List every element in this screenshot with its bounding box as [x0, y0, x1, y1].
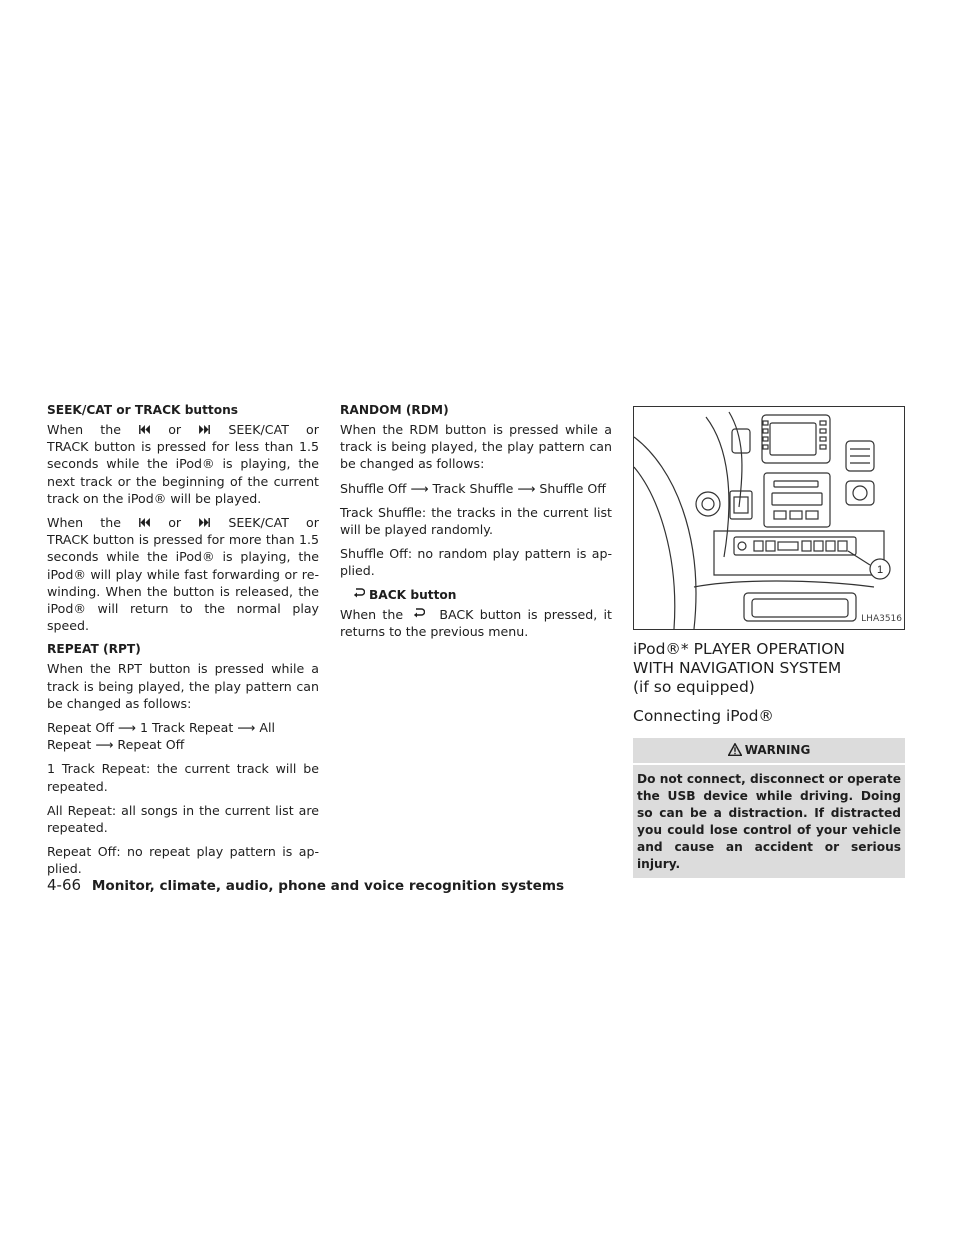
- back-arrow-icon: [353, 588, 365, 598]
- word: SEEK/CAT: [228, 422, 289, 437]
- section-title-line-1: iPod®* PLAYER OPERATION: [633, 640, 846, 658]
- warning-header: [633, 738, 905, 765]
- repeat-all: All Repeat: all songs in the current list are repeated.: [47, 802, 319, 836]
- warning-text: Do not connect, disconnect or operate the USB device while driving. Doing so can be a distraction. If distracted you could lose control of your vehicle and cause an accident or serious injury.: [637, 772, 901, 872]
- section-title-line-2: WITH NAVIGATION SYSTEM: [633, 659, 842, 677]
- word: or: [306, 515, 319, 531]
- connecting-ipod-title: Connecting iPod®: [633, 707, 774, 725]
- seek-forward-icon: [199, 518, 210, 527]
- word: When: [47, 422, 84, 437]
- random-off: Shuffle Off: no random play pattern is ap-plied.: [340, 546, 612, 579]
- random-heading: RANDOM (RDM): [340, 403, 449, 417]
- seek-paragraph-1: TRACK button is pressed for less than 1.5 seconds while the iPod® is playing, the next track or the beginning of the current track on the iPod® will be played.: [47, 439, 319, 506]
- back-rest: BACK button is pressed, it returns to the previous menu.: [340, 606, 612, 639]
- word: the: [100, 515, 121, 531]
- back-paragraph: [340, 606, 612, 640]
- chapter-title: Monitor, climate, audio, phone and voice recognition systems: [91, 878, 565, 894]
- random-track: Track Shuffle: the tracks in the current list will be played randomly.: [340, 504, 612, 538]
- column-left: [47, 402, 319, 885]
- column-middle: [340, 402, 612, 647]
- dashboard-illustration: [634, 407, 904, 629]
- seek-forward-icon: [199, 425, 210, 434]
- page-footer: [47, 876, 564, 894]
- seek-back-icon: [139, 425, 150, 434]
- section-title: [633, 640, 905, 697]
- warning-icon: [728, 743, 742, 756]
- warning-box: [633, 738, 905, 878]
- seek-back-icon: [139, 518, 150, 527]
- back-arrow-icon: [413, 608, 425, 618]
- word: the: [100, 422, 121, 437]
- word: or: [168, 515, 182, 531]
- column-right: [633, 402, 905, 878]
- word: When: [47, 515, 84, 531]
- repeat-one: 1 Track Repeat: the current track will be repeated.: [47, 761, 319, 794]
- back-heading: [340, 587, 612, 604]
- word: or: [168, 422, 182, 437]
- dashboard-figure: [633, 406, 905, 630]
- random-sequence: Shuffle Off ⟶ Track Shuffle ⟶ Shuffle Off: [340, 480, 606, 496]
- seek-track-heading: SEEK/CAT or TRACK buttons: [47, 403, 239, 417]
- repeat-sequence: Repeat Off ⟶ 1 Track Repeat ⟶ All Repeat ⟶ Repeat Off: [47, 720, 275, 753]
- warning-label: WARNING: [744, 743, 811, 757]
- back-heading-label: BACK button: [369, 587, 457, 602]
- seek-paragraph-1-line: [47, 421, 319, 438]
- figure-callout-number: 1: [876, 564, 884, 576]
- repeat-paragraph: When the RPT button is pressed while a track is being played, the play pattern can be changed as follows:: [47, 661, 319, 711]
- back-when: When the: [340, 606, 404, 622]
- word: or: [306, 422, 319, 437]
- seek-paragraph-2-line: [47, 514, 319, 531]
- figure-code: LHA3516: [861, 613, 902, 624]
- seek-paragraph-2: TRACK button is pressed for more than 1.5 seconds while the iPod® is playing, the iPod® will play while fast forwarding or re-winding. When the button is released, the iPod® will return to the normal play speed.: [47, 532, 319, 634]
- page-number: 4-66: [47, 876, 82, 894]
- random-paragraph: When the RDM button is pressed while a track is being played, the play pattern can be changed as follows:: [340, 422, 612, 472]
- repeat-off: Repeat Off: no repeat play pattern is ap-plied.: [47, 844, 319, 877]
- word: SEEK/CAT: [228, 515, 289, 531]
- section-title-line-3: (if so equipped): [633, 678, 755, 696]
- repeat-heading: REPEAT (RPT): [47, 642, 141, 657]
